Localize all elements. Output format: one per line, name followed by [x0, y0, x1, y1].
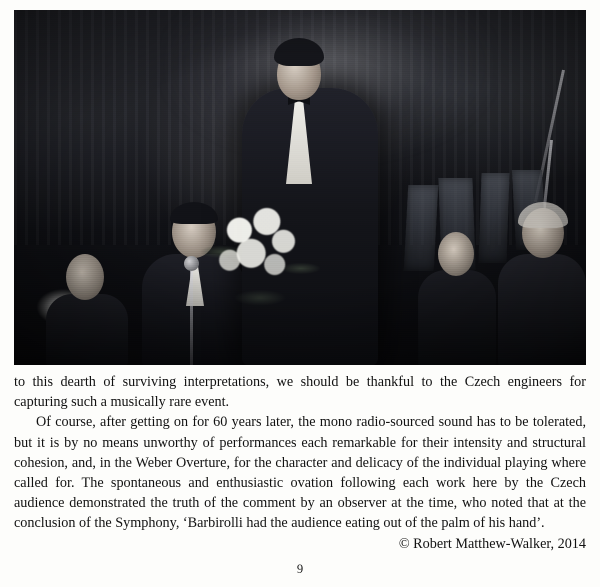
photograph: [14, 10, 586, 365]
body-text: [14, 372, 586, 554]
paragraph-continued: to this dearth of surviving interpretations, we should be thankful to the Czech engineers for capturing such a musically rare event.: [14, 374, 586, 411]
photograph-image: [14, 10, 586, 365]
page-number: 9: [296, 562, 304, 576]
paragraph-second: Of course, after getting on for 60 years later, the mono radio-sourced sound has to be tolerated, but it is by no means unworthy of performances each remarkable for their intensity and structural cohesion, and, in the Weber Overture, for the character and delicacy of the individual playing where called for. The spontaneous and enthusiastic ovation following each work here by the Czech audience demonstrated the truth of the comment by an observer at the time, who noted that at the conclusion of the Symphony, ‘Barbirolli had the audience eating out of the palm of his hand’.: [14, 414, 586, 532]
copyright-credit: © Robert Matthew-Walker, 2014: [398, 535, 586, 552]
photo-grain: [14, 10, 586, 365]
